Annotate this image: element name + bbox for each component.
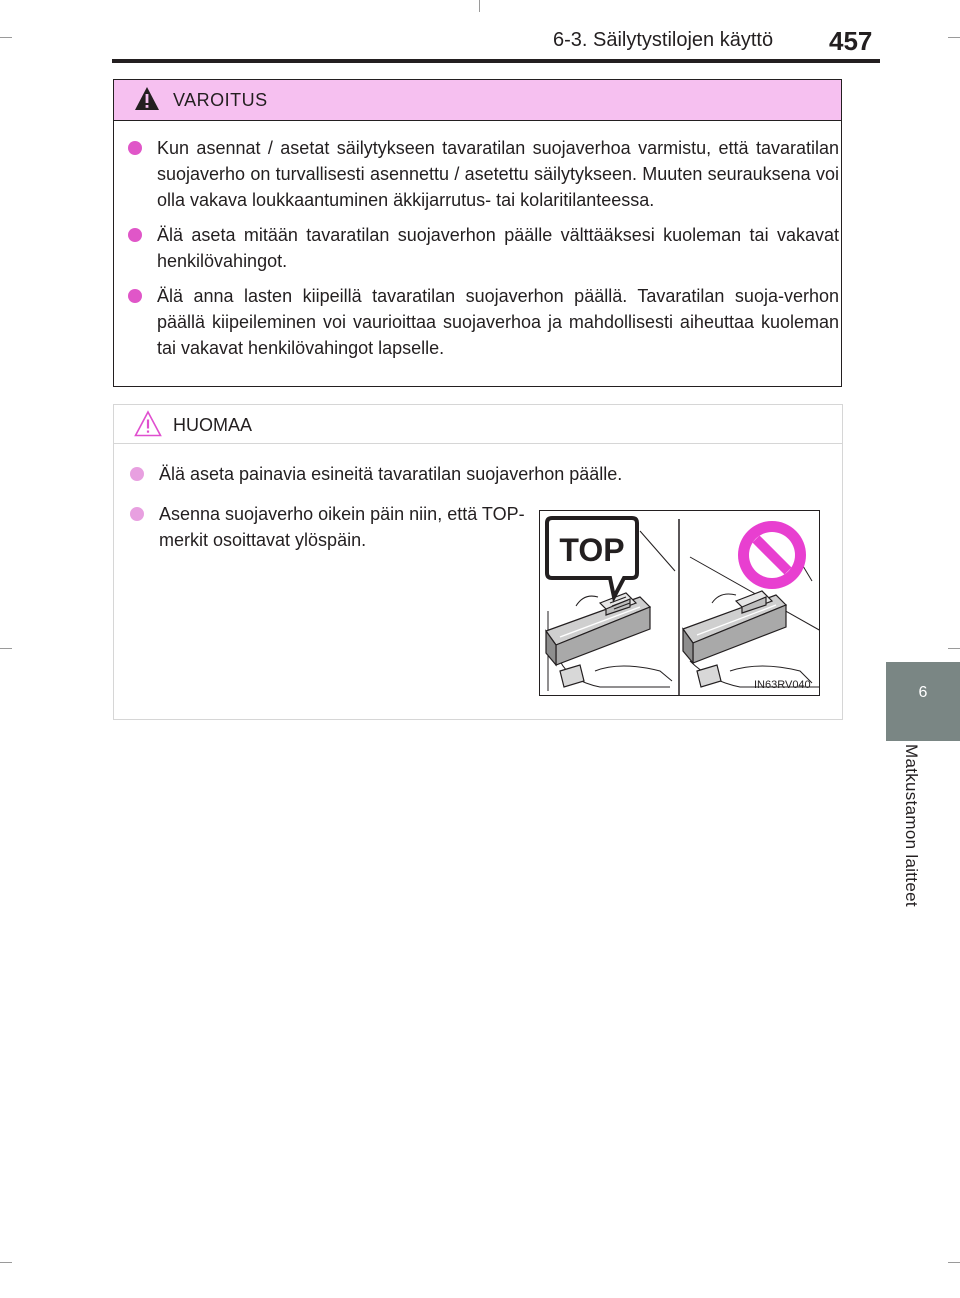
header-rule <box>112 59 880 63</box>
item-text: Älä anna lasten kiipeillä tavaratilan suojaverhon päällä. Tavaratilan suoja-verhon päällä kiipeileminen voi vaurioittaa suojaverhoa ja mahdollisesti aiheuttaa kuoleman tai vakavat henkilövahingot lapselle. <box>157 286 839 358</box>
crop-mark <box>948 1262 960 1263</box>
notice-header <box>114 405 842 444</box>
caution-triangle-icon <box>134 410 162 438</box>
item-text: Asenna suojaverho oikein päin niin, että TOP-merkit osoittavat ylöspäin. <box>159 504 525 550</box>
illustration <box>539 510 820 696</box>
bullet-icon <box>130 507 144 521</box>
page-number: 457 <box>829 26 873 56</box>
no-entry-icon <box>738 521 806 589</box>
list-item <box>126 222 839 274</box>
crop-mark <box>948 648 960 649</box>
warning-header <box>114 80 841 121</box>
chapter-label: Matkustamon laitteet <box>902 744 921 907</box>
section-title: 6-3. Säilytystilojen käyttö <box>553 29 774 51</box>
notice-title: HUOMAA <box>173 415 253 435</box>
chapter-tab <box>886 662 960 741</box>
list-item <box>126 283 839 361</box>
crop-mark <box>0 37 12 38</box>
item-text: Älä aseta mitään tavaratilan suojaverhon päälle välttääksesi kuoleman tai vakavat henkilövahingot. <box>157 225 839 271</box>
item-text: Älä aseta painavia esineitä tavaratilan suojaverhon päälle. <box>159 464 623 484</box>
bullet-icon <box>130 467 144 481</box>
bullet-icon <box>128 141 142 155</box>
warning-triangle-icon <box>134 86 160 112</box>
crop-mark <box>479 0 480 12</box>
cover-rail-drawing <box>540 511 820 696</box>
top-label: TOP <box>559 532 625 568</box>
chapter-number: 6 <box>918 684 928 701</box>
item-text: Kun asennat / asetat säilytykseen tavaratilan suojaverhoa varmistu, että tavaratilan suojaverho on turvallisesti asennettu / asetettu säilytykseen. Muuten seurauksena voi olla vakava loukkaantuminen äkkijarrutus- tai kolaritilanteessa. <box>157 138 839 210</box>
warning-box <box>113 79 842 387</box>
list-item <box>128 461 859 487</box>
crop-mark <box>0 648 12 649</box>
figure-code: IN63RV040 <box>754 679 811 691</box>
bullet-icon <box>128 289 142 303</box>
crop-mark <box>948 37 960 38</box>
list-item <box>126 135 839 213</box>
list-item <box>128 501 559 553</box>
warning-list <box>126 135 839 370</box>
crop-mark <box>0 1262 12 1263</box>
warning-title: VAROITUS <box>173 90 268 110</box>
bullet-icon <box>128 228 142 242</box>
